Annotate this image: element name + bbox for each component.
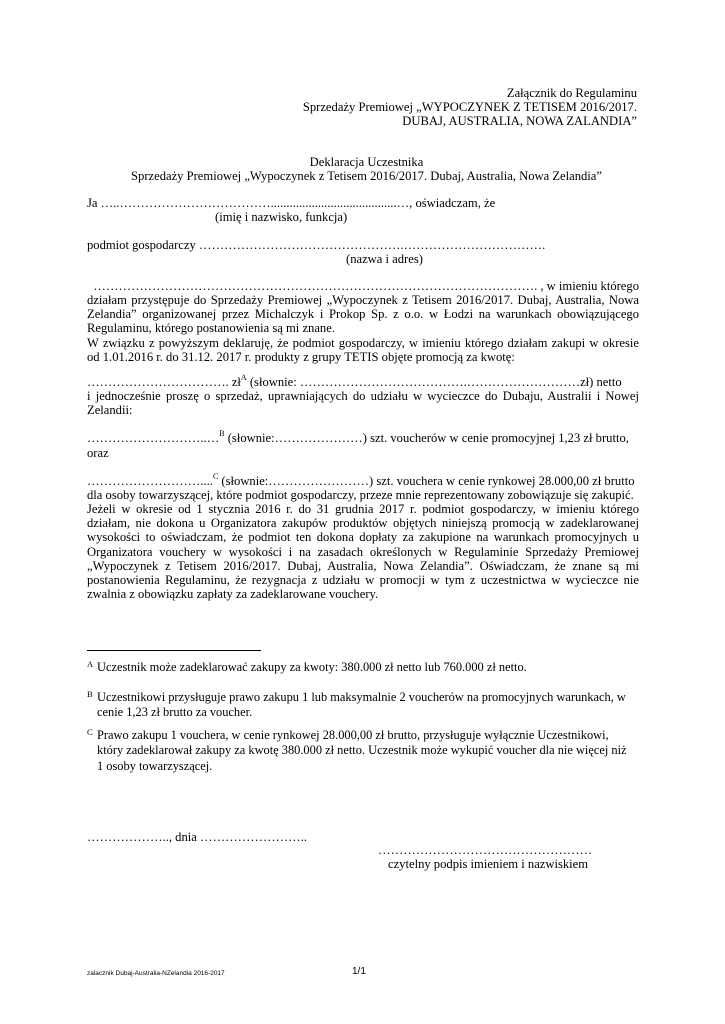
signature-field: …………………………………………… xyxy=(378,843,593,857)
header-line-1: Załącznik do Regulaminu xyxy=(506,86,637,100)
para1-dots: ……………………………………………………………………………………………. , w imieniu którego xyxy=(93,279,639,293)
para1-text: działam przystępuje do Sprzedaży Premiowej „Wypoczynek z Tetisem 2016/2017. Dubaj, Australia, Nowa Zelandia” organizowanej przez Michalczyk i Prokop Sp. z o.o. w Łodzi na warunkach obowiązującego Regulaminu, którego postanowienia są mi znane. xyxy=(87,293,639,336)
footnote-divider xyxy=(87,650,261,651)
voucher-c-after: (słownie:……………………) szt. vouchera w cenie rynkowej 28.000,00 zł brutto xyxy=(218,474,635,488)
voucher-c-mark: C xyxy=(212,472,219,481)
voucher-c-before: ……………………….... xyxy=(87,474,213,488)
entity-field: podmiot gospodarczy ………………………………………….……………………………. xyxy=(87,238,546,252)
footnote-a-text: Uczestnik może zadeklarować zakupy za kwoty: 380.000 zł netto lub 760.000 zł netto. xyxy=(97,660,527,674)
footnote-c-text: Prawo zakupu 1 vouchera, w cenie rynkowej 28.000,00 zł brutto, przysługuje wyłącznie Uczestnikowi, który zadeklarował zakupy za kwotę 380.000 zł netto. Uczestnik może wykupić voucher dla nie więcej niż 1 osoby towarzyszącej. xyxy=(97,728,627,773)
footnote-b xyxy=(87,690,637,721)
voucher-c-text: dla osoby towarzyszącej, które podmiot gospodarczy, przeze mnie reprezentowany zobowiązuje się zakupić. xyxy=(87,488,634,502)
declarant-field: Ja …..………………………………........................................…, oświadczam, że xyxy=(87,196,496,210)
amount-a-line xyxy=(87,375,639,390)
voucher-b-after: (słownie:…………………) szt. voucherów w cenie promocyjnej 1,23 zł brutto, xyxy=(224,431,629,445)
footnote-a xyxy=(87,660,637,675)
voucher-b-before: ………………………..… xyxy=(87,431,220,445)
para2-text: W związku z powyższym deklaruję, że podmiot gospodarczy, w imieniu którego działam zakupi w okresie od 1.01.2016 r. do 31.12. 2017 r. produkty z grupy TETIS objęte promocją za kwotę: xyxy=(87,336,639,365)
place-date-field: ……………….., dnia …………………….. xyxy=(87,830,308,844)
para3-text: Jeżeli w okresie od 1 stycznia 2016 r. do 31 grudnia 2017 r. podmiot gospodarczy, w imieniu którego działam, nie dokona u Organizatora zakupów produktów objętych niniejszą promocją w zadeklarowanej wysokości to oświadczam, że podmiot ten dokona dopłaty za zakupione na warunkach promocyjnych u Organizatora vouchery w wysokości i na zasadach określonych w Regulaminie Sprzedaży Premiowej „Wypoczynek z Tetisem 2016/2017. Dubaj, Australia, Nowa Zelandia”. Oświadczam, że znane są mi postanowienia Regulaminu, że rezygnacja z udziału w promocji w tym z uczestnictwa w wycieczce nie zwalnia z obowiązku zapłaty za zadeklarowane vouchery. xyxy=(87,502,639,602)
amount-a-before: ……………………………. zł xyxy=(87,375,241,389)
page-number: 1/1 xyxy=(352,966,366,977)
voucher-c-line xyxy=(87,474,639,489)
footer-filename: zalacznik Dubaj-Australia-NZelandia 2016-2017 xyxy=(87,970,225,977)
amount-a-mark: A xyxy=(240,373,247,382)
title-line-1: Deklaracja Uczestnika xyxy=(309,155,424,169)
declarant-caption: (imię i nazwisko, funkcja) xyxy=(215,210,348,224)
footnote-c-mark: C xyxy=(87,727,93,737)
footnote-b-mark: B xyxy=(87,689,93,699)
signature-caption: czytelny podpis imieniem i nazwiskiem xyxy=(388,857,589,871)
voucher-b-line xyxy=(87,431,639,446)
entity-caption: (nazwa i adres) xyxy=(346,252,423,266)
footnote-c xyxy=(87,728,637,774)
footnote-a-mark: A xyxy=(87,659,94,669)
footnote-b-text: Uczestnikowi przysługuje prawo zakupu 1 lub maksymalnie 2 voucherów na promocyjnych warunkach, w cenie 1,23 zł brutto za voucher. xyxy=(97,690,626,720)
amount-a-after: (słownie: ………………………………….………………………zł) netto xyxy=(246,375,622,389)
header-line-2: Sprzedaży Premiowej „WYPOCZYNEK Z TETISEM 2016/2017. xyxy=(302,100,637,114)
voucher-b-oraz: oraz xyxy=(87,446,109,460)
title-line-2: Sprzedaży Premiowej „Wypoczynek z Tetisem 2016/2017. Dubaj, Australia, Nowa Zelandia” xyxy=(131,169,602,183)
amount-a-text: i jednocześnie proszę o sprzedaż, uprawniających do udziału w wycieczce do Dubaju, Australii i Nowej Zelandii: xyxy=(87,389,639,418)
voucher-b-mark: B xyxy=(219,429,225,438)
header-line-3: DUBAJ, AUSTRALIA, NOWA ZALANDIA” xyxy=(402,114,637,128)
